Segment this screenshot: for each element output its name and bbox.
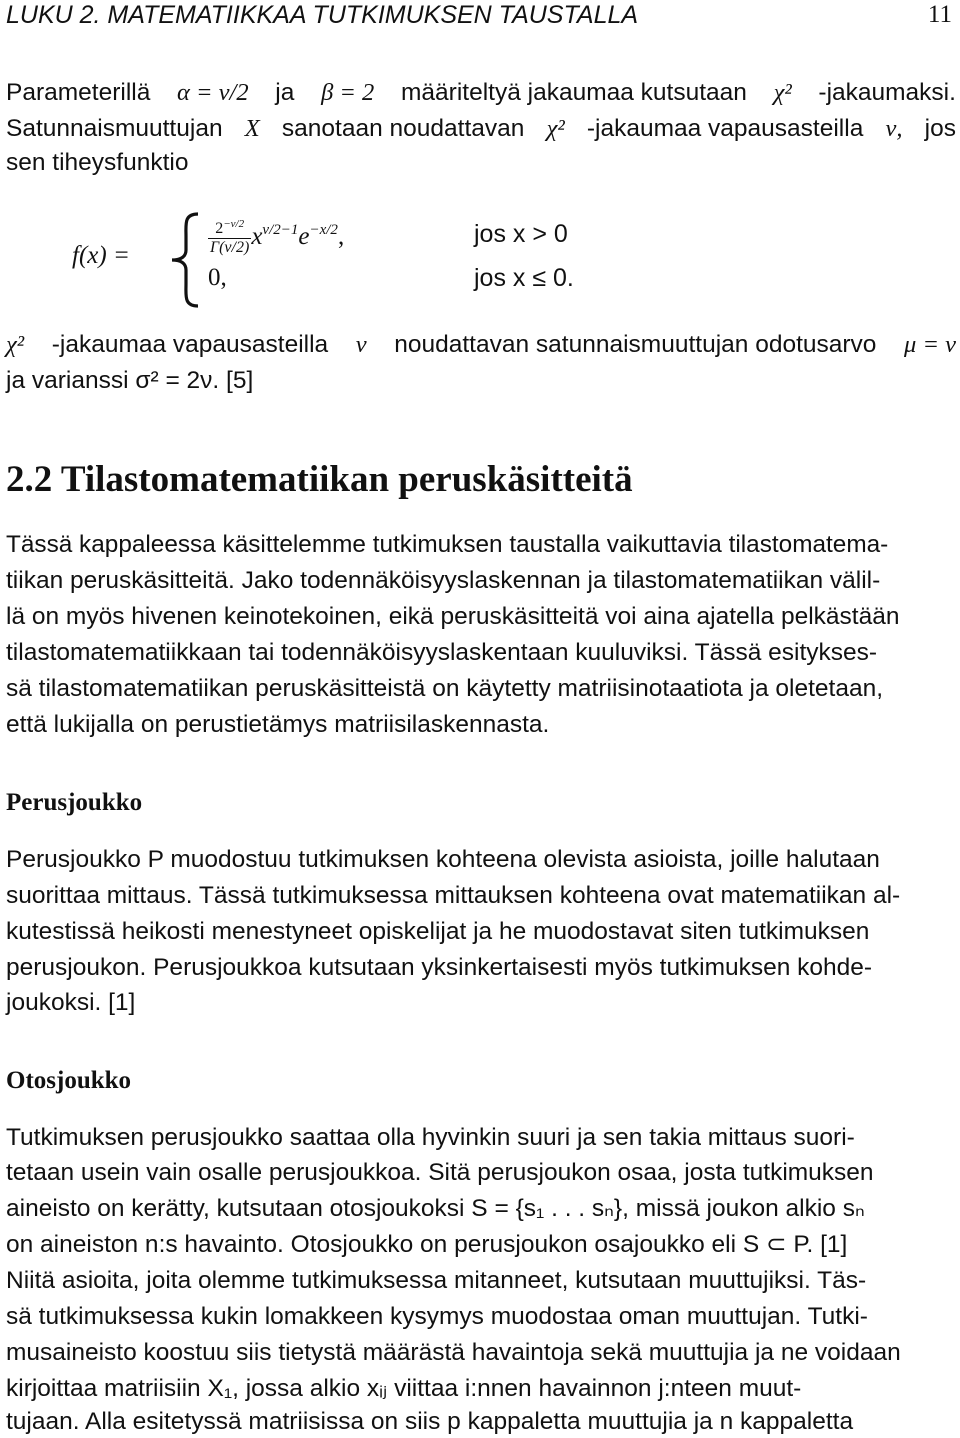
formula-case-2: 0, [208, 264, 227, 291]
chi-line-2: ja varianssi σ² = 2ν. [5] [6, 367, 254, 394]
density-formula [72, 210, 632, 310]
otosjoukko-heading: Otosjoukko [6, 1067, 132, 1094]
formula-condition-1: jos x > 0 [474, 220, 568, 248]
perusjoukko-line-1: Perusjoukko P muodostuu tutkimuksen kohteena olevista asioista, joille halutaan [6, 846, 880, 873]
otosjoukko-line-2: tetaan usein vain osalle perusjoukkoa. Sitä perusjoukon osaa, josta tutkimuksen [6, 1159, 874, 1186]
otosjoukko-line-7: musaineisto koostuu siis tietystä määrästä havaintoja sekä muuttujia ja ne voidaan [6, 1339, 901, 1366]
otosjoukko-line-3: aineisto on kerätty, kutsutaan otosjoukoksi S = {s₁ . . . sₙ}, missä joukon alkio sₙ [6, 1195, 865, 1222]
otosjoukko-line-8: kirjoittaa matriisiin X₁, jossa alkio xᵢⱼ viittaa i:nnen havainnon j:nteen muut- [6, 1375, 802, 1402]
perusjoukko-line-3: kutestissä heikosti menestyneet opiskelijat ja he muodostavat siten tutkimuksen [6, 918, 870, 945]
otosjoukko-line-5: Niitä asioita, joita olemme tutkimuksessa mitanneet, kutsutaan muuttujiksi. Täs- [6, 1267, 867, 1294]
otosjoukko-line-9: tujaan. Alla esitetyssä matriisissa on siis p kappaletta muuttujia ja n kappaletta [6, 1408, 854, 1435]
section-line-6: että lukijalla on perustietämys matriisilaskennasta. [6, 711, 550, 738]
perusjoukko-line-4: perusjoukon. Perusjoukkoa kutsutaan yksinkertaisesti myös tutkimuksen kohde- [6, 954, 873, 981]
curly-brace-icon [164, 210, 204, 310]
perusjoukko-line-5: joukoksi. [1] [6, 989, 136, 1016]
section-title: 2.2 Tilastomatematiikan peruskäsitteitä [6, 459, 633, 500]
intro-line-2: Satunnaismuuttujan X sanotaan noudattavan χ² -jakaumaa vapausasteilla ν, jos [6, 115, 956, 142]
chi-line-1: χ² -jakaumaa vapausasteilla ν noudattavan satunnaismuuttujan odotusarvo μ = ν [6, 331, 956, 358]
section-line-1: Tässä kappaleessa käsittelemme tutkimuksen taustalla vaikuttavia tilastomatema- [6, 531, 889, 558]
perusjoukko-heading: Perusjoukko [6, 789, 143, 816]
intro-line-3: sen tiheysfunktio [6, 149, 189, 176]
formula-fraction: $\frac{2^{-\nu/2}}{\Gamma(\nu/2)}$ [210, 218, 250, 256]
otosjoukko-line-1: Tutkimuksen perusjoukko saattaa olla hyvinkin suuri ja sen takia mittaus suori- [6, 1124, 855, 1151]
section-line-2: tiikan peruskäsitteitä. Jako todennäköisyyslaskennan ja tilastomatematiikan välil- [6, 567, 881, 594]
formula-case-1: $\frac{2^{-\nu/2}}{\Gamma(\nu/2)}$ $x^{\nu/2-1}e^{-x/2}$, [210, 218, 345, 256]
formula-lhs: f(x) = [72, 242, 130, 269]
formula-condition-2: jos x ≤ 0. [474, 264, 574, 292]
section-line-4: tilastomatematiikkaan tai todennäköisyyslaskentaan kuuluviksi. Tässä esitykses- [6, 639, 878, 666]
perusjoukko-line-2: suorittaa mittaus. Tässä tutkimuksessa mittauksen kohteena ovat matematiikan al- [6, 882, 901, 909]
section-line-5: sä tilastomatematiikan peruskäsitteistä on käytetty matriisinotaatiota ja oletetaan, [6, 675, 883, 702]
otosjoukko-line-6: sä tutkimuksessa kukin lomakkeen kysymys muodostaa oman muuttujan. Tutki- [6, 1303, 868, 1330]
otosjoukko-line-4: on aineiston n:s havainto. Otosjoukko on perusjoukon osajoukko eli S ⊂ P. [1] [6, 1231, 848, 1258]
running-header: LUKU 2. MATEMATIIKKAA TUTKIMUKSEN TAUSTALLA [6, 1, 639, 29]
intro-line-1: Parameterillä α = ν/2 ja β = 2 määriteltyä jakaumaa kutsutaan χ² -jakaumaksi. [6, 79, 956, 106]
page-number: 11 [927, 1, 952, 28]
section-line-3: lä on myös hivenen keinotekoinen, eikä peruskäsitteitä voi aina ajatella pelkästään [6, 603, 900, 630]
